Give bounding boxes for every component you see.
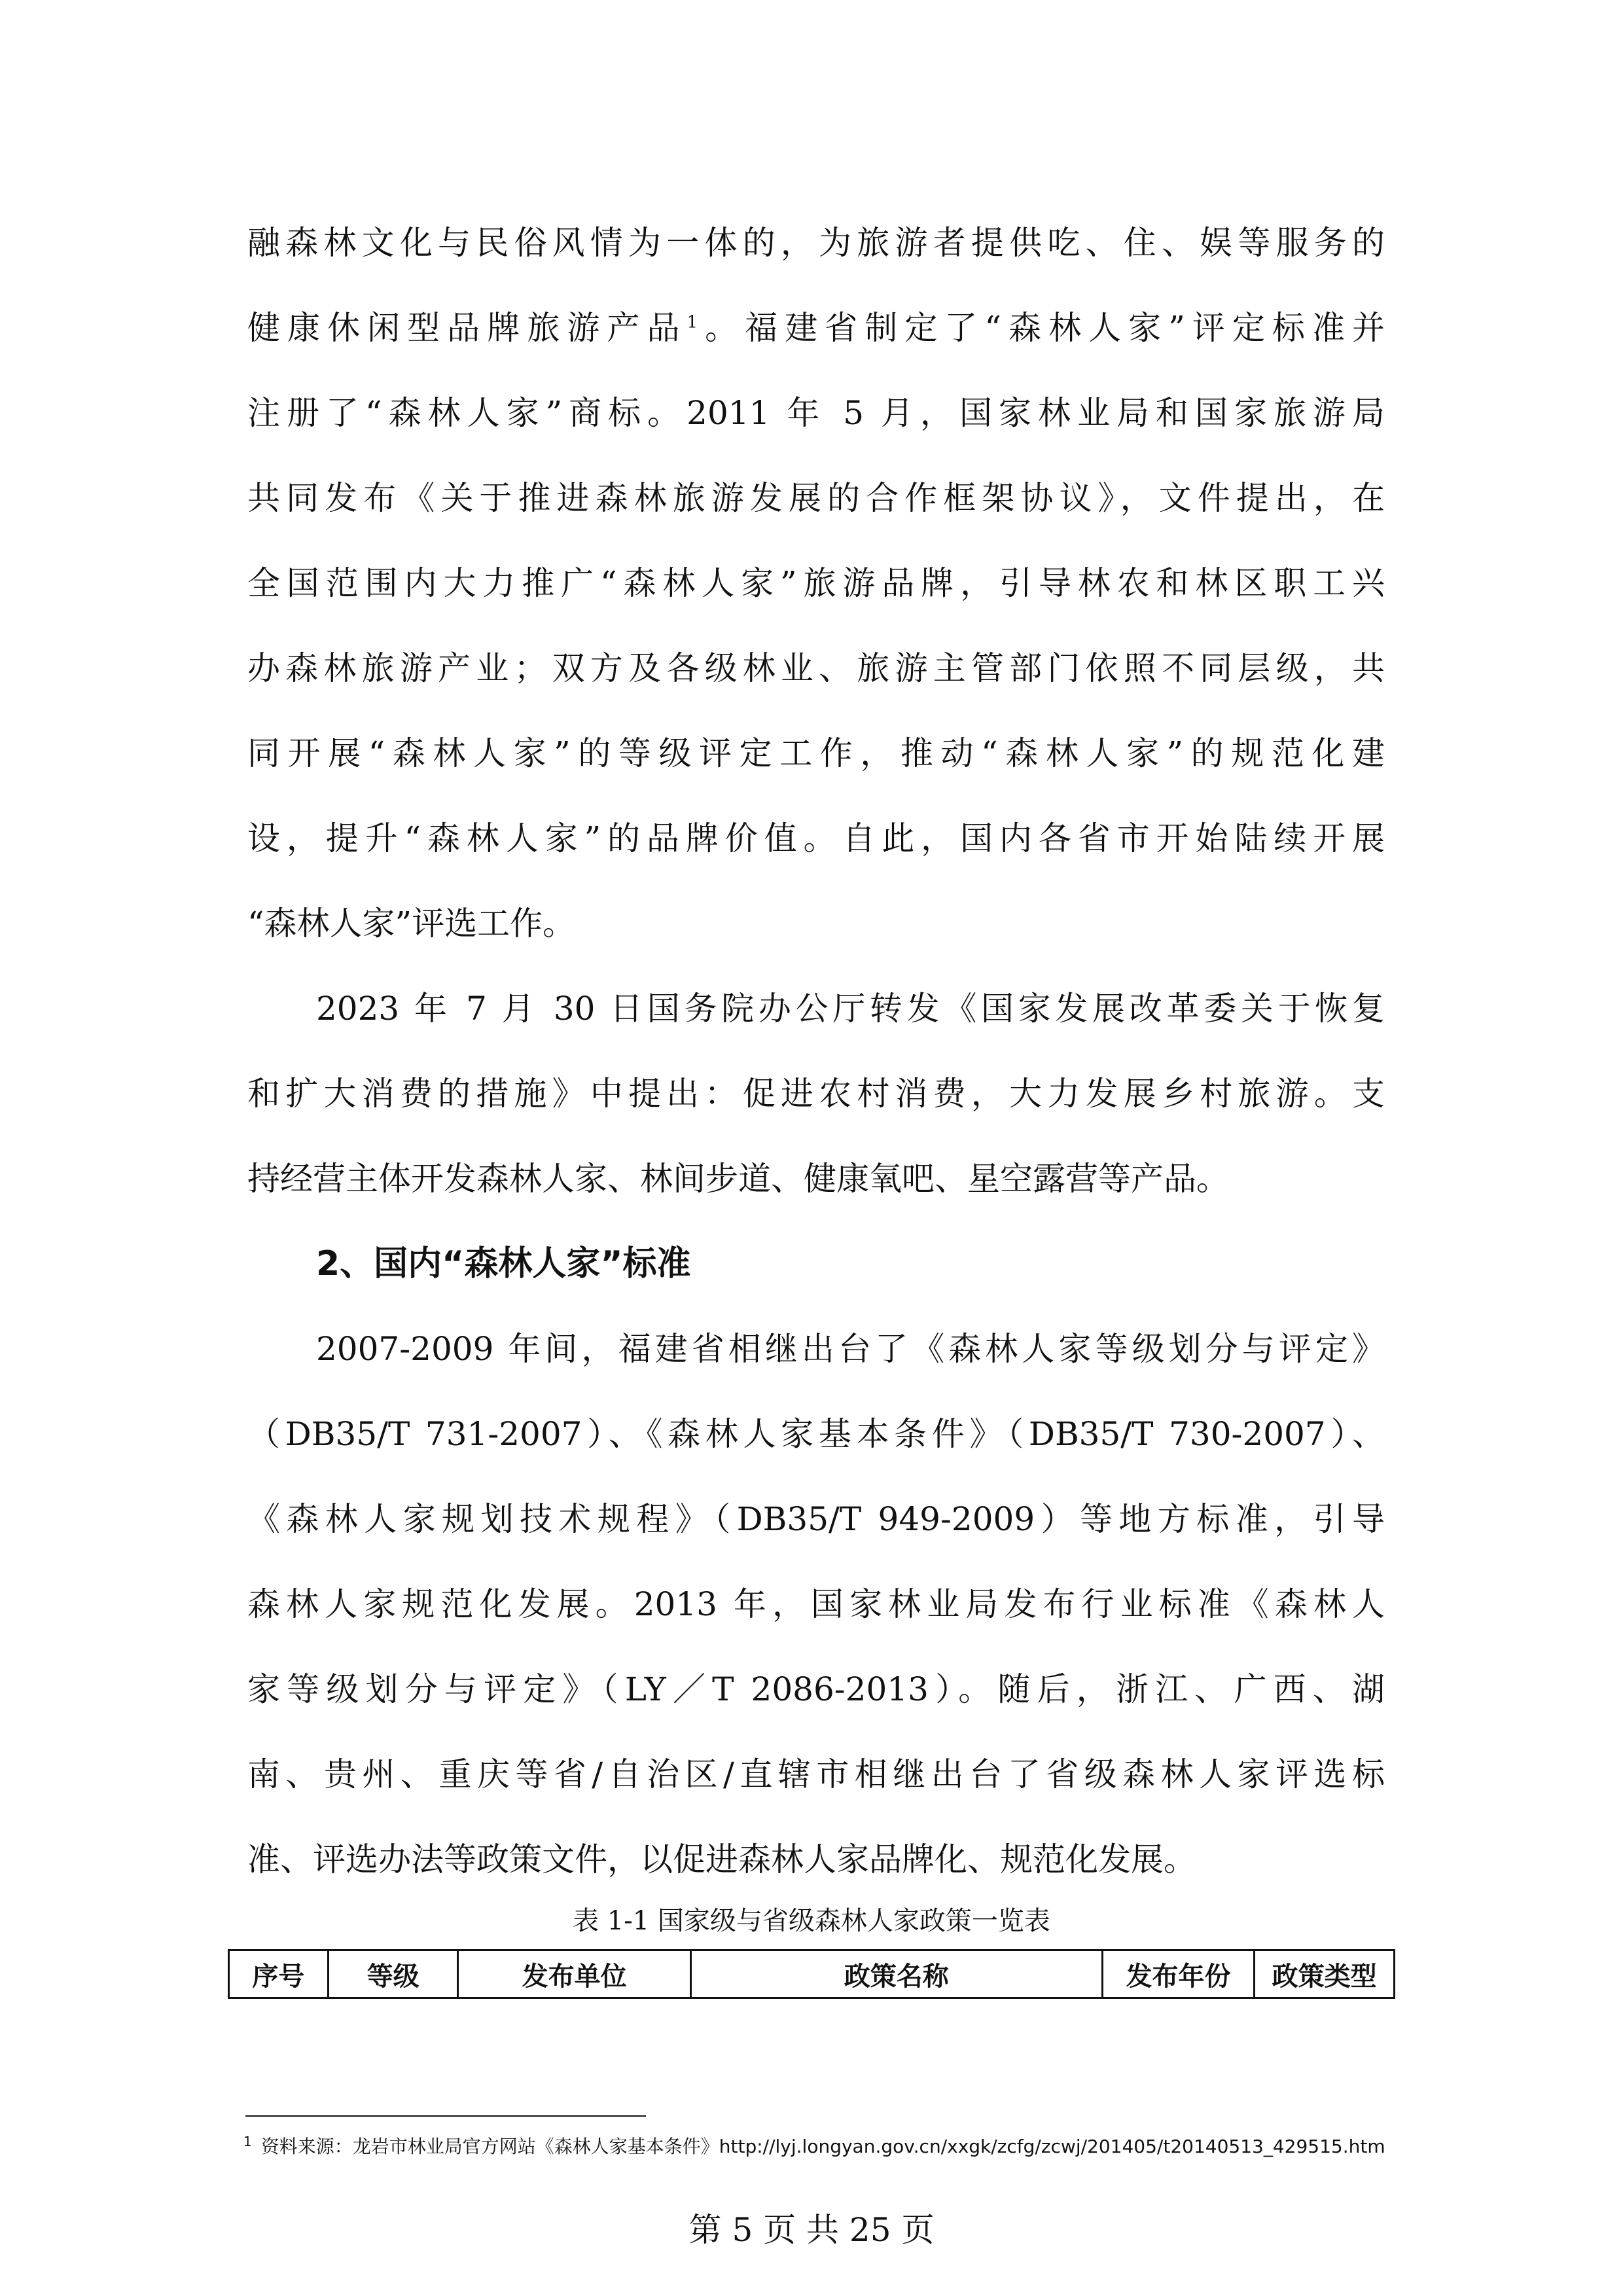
paragraph-line: 全国范围内大力推广“森林人家”旅游品牌，引导林农和林区职工兴 [247,564,1385,602]
paragraph-line: 2023 年 7 月 30 日国务院办公厅转发《国家发展改革委关于恢复 [316,990,1385,1028]
table-header-cell: 等级 [328,1950,458,1998]
paragraph-line: 和扩大消费的措施》中提出：促进农村消费，大力发展乡村旅游。支 [247,1075,1385,1113]
footnote-separator [245,2115,646,2117]
paragraph-line: 同开展“森林人家”的等级评定工作，推动“森林人家”的规范化建 [247,734,1385,772]
paragraph-line: 设，提升“森林人家”的品牌价值。自此，国内各省市开始陆续开展 [247,819,1385,857]
footnote-text[interactable]: 资料来源：龙岩市林业局官方网站《森林人家基本条件》http://lyj.longyan.gov.cn/xxgk/zcfg/zcwj/201405/t20140513_429515.htm [260,2136,1385,2157]
section-heading: 2、国内“森林人家”标准 [316,1244,691,1283]
paragraph-line: 《森林人家规划技术规程》（DB35/T 949-2009）等地方标准，引导 [247,1500,1385,1538]
paragraph-line: 融森林文化与民俗风情为一体的，为旅游者提供吃、住、娱等服务的 [247,224,1385,262]
footnote-mark: 1 [243,2133,252,2149]
footnote [243,2131,1385,2162]
paragraph-line: 2007-2009 年间，福建省相继出台了《森林人家等级划分与评定》 [316,1330,1385,1368]
paragraph-line: 南、贵州、重庆等省/自治区/直辖市相继出台了省级森林人家评选标 [247,1755,1385,1793]
table-header-cell: 政策类型 [1255,1950,1395,1998]
table-header-cell: 发布年份 [1102,1950,1255,1998]
table-header-row [229,1950,1395,1998]
policy-table [228,1949,1395,1999]
table-caption: 表 1-1 国家级与省级森林人家政策一览表 [573,1906,1050,1936]
paragraph-line: 持经营主体开发森林人家、林间步道、健康氧吧、星空露营等产品。 [247,1160,1229,1198]
paragraph-line [247,285,1385,370]
paragraph-line: 准、评选办法等政策文件，以促进森林人家品牌化、规范化发展。 [247,1840,1196,1878]
body-text [247,200,1385,1902]
table-header-cell: 政策名称 [690,1950,1102,1998]
page-number: 第 5 页 共 25 页 [688,2211,935,2249]
footnote-reference[interactable]: 1 [687,312,698,332]
paragraph-line: 森林人家规范化发展。2013 年，国家林业局发布行业标准《森林人 [247,1585,1385,1623]
paragraph-line: 家等级划分与评定》（LY／T 2086-2013）。随后，浙江、广西、湖 [247,1670,1385,1708]
paragraph-line: （DB35/T 731-2007）、《森林人家基本条件》（DB35/T 730-2007）、 [247,1415,1385,1453]
paragraph-line: 办森林旅游产业；双方及各级林业、旅游主管部门依照不同层级，共 [247,649,1385,687]
paragraph-line: 注册了“森林人家”商标。2011 年 5 月，国家林业局和国家旅游局 [247,394,1385,432]
paragraph-line: “森林人家”评选工作。 [247,905,576,942]
paragraph-line-text: 。福建省制定了“森林人家”评定标准并 [698,309,1385,347]
paragraph-line-text: 健康休闲型品牌旅游产品 [247,309,687,347]
table-header-cell: 发布单位 [458,1950,690,1998]
paragraph-line: 共同发布《关于推进森林旅游发展的合作框架协议》，文件提出，在 [247,479,1385,517]
table-header-cell: 序号 [229,1950,329,1998]
